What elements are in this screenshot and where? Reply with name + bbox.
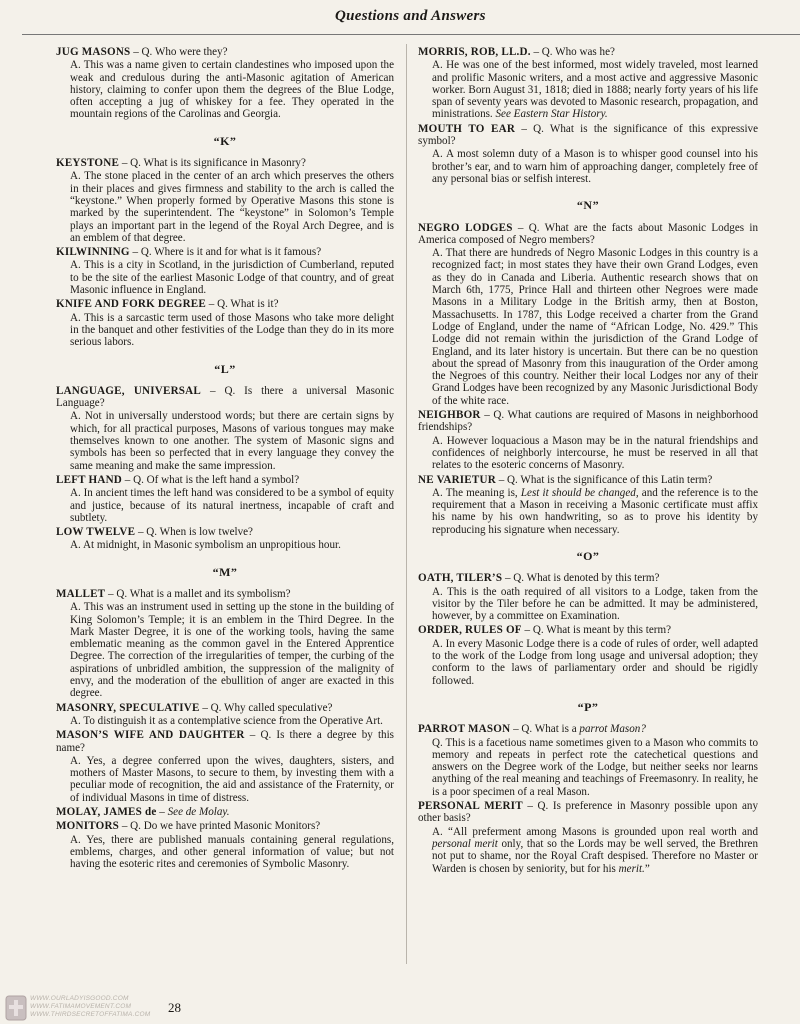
see-reference: See de Molay. <box>167 806 230 819</box>
entry-oath-tilers <box>418 572 758 622</box>
entry-question: – Q. Who were they? <box>130 46 228 58</box>
entry-question: – Q. What cautions are required of Masons in neighborhood friendships? <box>418 409 758 434</box>
question-emphasis: parrot Mason? <box>579 723 646 736</box>
entry-question: – Q. Is preference in Masonry possible upon any other basis? <box>418 800 758 825</box>
entry-question: – Q. Who was he? <box>530 46 615 58</box>
entry-answer: A. This is the oath required of all visitors to a Lodge, taken from the visitor by the Tiler before he can be admitted. It may be administered, however, by a committee on Examination. <box>432 585 758 623</box>
answer-emphasis: Lest it should be changed, <box>520 486 639 499</box>
section-heading-n: “N” <box>576 198 600 213</box>
footer-link[interactable]: WWW.OURLADYISGOOD.COM <box>30 995 129 1002</box>
entry-mallet <box>56 588 394 700</box>
footer-link[interactable]: WWW.FATIMAMOVEMENT.COM <box>30 1003 132 1010</box>
entry-term: OATH, TILER’S <box>418 572 503 585</box>
entry-question: – Q. What is a <box>510 723 580 736</box>
entry-neighbor <box>418 409 758 471</box>
answer-text: and the reference is to the requirement that a Mason in receiving a Masonic certificate must affix his name by his own handwriting, so as to prove his identity by reproducing his signature when necessary. <box>432 486 758 536</box>
entry-keystone <box>56 157 394 244</box>
entry-term: MONITORS <box>56 820 120 833</box>
entry-masonry-speculative <box>56 702 394 728</box>
page-header <box>0 0 800 36</box>
entry-mouth-to-ear <box>418 123 758 185</box>
entry-answer: A. This was a name given to certain clandestines who imposed upon the weak and credulous during the anti-Masonic agitation of American history, claiming to confer upon them the degrees of the Blue Lodge, often accepting a jug of whiskey for a fee. They operated in the mountain regions of the Carolinas and Georgia. <box>70 59 394 121</box>
entry-term: MALLET <box>56 587 106 600</box>
entry-negro-lodges <box>418 222 758 407</box>
entry-answer: A. At midnight, in Masonic symbolism an unpropitious hour. <box>70 539 341 552</box>
entry-term: PARROT MASON <box>418 723 511 736</box>
entry-question: – Q. What is a mallet and its symbolism? <box>105 587 291 600</box>
entry-term: MOUTH TO EAR <box>418 122 516 135</box>
entry-term: MASONRY, SPECULATIVE <box>56 701 200 714</box>
entry-term: MOLAY, JAMES de <box>56 806 157 819</box>
entry-term: ORDER, RULES OF <box>418 624 522 637</box>
entry-answer: A. In every Masonic Lodge there is a code of rules of order, well adapted to the work of the Lodge from long usage and universal adoption; they conform to the laws of parliamentary order and should be rigidly followed. <box>432 637 758 687</box>
entry-term: LOW TWELVE <box>56 526 136 539</box>
answer-text: A. The meaning is, <box>432 486 521 499</box>
entry-answer: A. This was an instrument used in setting up the stone in the building of King Solomon’s Temple; it is an emblem in the Third Degree. In the Mark Master Degree, it is one of the working tools, having the same emblematic meaning as the common gavel in the Entered Apprentice Degree. The correction of the irregularities of temper, the curbing of the aspirations of unbridled ambition, the suppression of the malignity of envy, and the moderation of the ebullition of anger are exacted in this degree. <box>70 601 394 700</box>
entry-question: – Q. Where is it and for what is it famous? <box>129 246 322 259</box>
entry-answer: A. Not in universally understood words; but there are certain signs by which, for all practical purposes, Masons of various tongues may make themselves known to one another. The system of Masonic signs and symbols has been so perfected that in every language they convey the same meaning and make the same impression. <box>70 410 394 472</box>
entry-term: NE VARIETUR <box>418 473 496 486</box>
entry-answer <box>418 826 758 875</box>
section-heading-m: “M” <box>212 564 238 579</box>
section-heading-k: “K” <box>213 133 237 148</box>
entry-question: – Q. Do we have printed Masonic Monitors? <box>119 820 321 833</box>
entry-question: – Q. What is meant by this term? <box>521 624 672 637</box>
left-column <box>56 46 394 873</box>
entry-question: – Q. What is it? <box>205 298 279 311</box>
entry-term: KNIFE AND FORK DEGREE <box>56 298 206 311</box>
section-heading-o: “O” <box>576 548 600 563</box>
right-column <box>418 46 758 877</box>
entry-term: NEGRO LODGES <box>418 221 513 234</box>
entry-term: LANGUAGE, UNIVERSAL <box>56 384 201 397</box>
entry-molay <box>56 806 394 818</box>
entry-answer: A. To distinguish it as a contemplative science from the Operative Art. <box>70 714 383 727</box>
answer-text: only, that so the Lords may be well served, the Brethren not put to shame, nor the Royal Craft despised. Therefore no Master or Warden is chosen by seniority, but for his <box>432 837 758 875</box>
section-heading-l: “L” <box>214 361 236 376</box>
entry-question: – <box>156 806 168 819</box>
entry-answer: A. A most solemn duty of a Mason is to whisper good counsel into his brother’s ear, and to warn him of approaching danger, completely free of any personal bias or selfish interest. <box>432 148 758 185</box>
entry-term: MASON’S WIFE AND DAUGHTER <box>56 729 245 742</box>
entry-term: NEIGHBOR <box>418 409 481 422</box>
entry-kilwinning <box>56 246 394 296</box>
entry-term: LEFT HAND <box>56 473 123 486</box>
entry-question: – Q. Why called speculative? <box>199 701 333 714</box>
entry-term: KEYSTONE <box>56 157 120 170</box>
entry-question: – Q. When is low twelve? <box>135 526 253 539</box>
entry-order-rules <box>418 624 758 686</box>
entry-answer <box>418 59 758 120</box>
entry-parrot-mason <box>418 723 758 798</box>
entry-language-universal <box>56 385 394 472</box>
answer-emphasis: merit. <box>618 862 645 875</box>
see-reference: See Eastern Star History. <box>495 108 608 121</box>
entry-question: – Q. What is its significance in Masonry? <box>119 157 306 170</box>
entry-answer: A. That there are hundreds of Negro Masonic Lodges in this country is a recognized fact; in most states they have their own Grand Lodges, even as they do in Canada and Liberia. Authentic research shows that on March 6th, 1775, Prince Hall and thirteen other Negroes were made Masons in a Military Lodge in the British army, then at Boston, Massachusetts. In 1787, this Lodge received a charter from the Grand Lodge of England, under the name of “African Lodge, No. 429.” This Lodge did not remain within the jurisdiction of the Grand Lodge of England, and its later history is uncertain. But there can be no question about the spread of Masonry from this inauguration of the Order among the Negroes of this country. Neither their local Lodges nor any of their Grand Lodges have been recognized by any Masonic Jurisdictional Body of the white race. <box>432 247 758 407</box>
entry-masons-wife <box>56 729 394 804</box>
column-divider <box>406 44 407 964</box>
entry-answer: A. Yes, there are published manuals containing general regulations, emblems, charges, and other general information of value; but not having the esoteric rites and ceremonies of Symbolic Masonry. <box>70 833 394 871</box>
entry-answer: A. This is a city in Scotland, in the jurisdiction of Cumberland, reputed to be the site of the earliest Masonic Lodge of that country, and of great Masonic influence in England. <box>70 259 394 297</box>
running-head-title: Questions and Answers <box>335 8 486 24</box>
entry-jug-masons <box>56 46 394 121</box>
entry-monitors <box>56 820 394 870</box>
entry-term: MORRIS, ROB, LL.D. <box>418 46 531 58</box>
entry-question: – Q. What is the significance of this Latin term? <box>495 473 713 486</box>
entry-low-twelve <box>56 526 394 552</box>
entry-question: – Q. Of what is the left hand a symbol? <box>122 473 300 486</box>
answer-emphasis: personal merit <box>432 837 498 850</box>
answer-text: ” <box>644 862 650 875</box>
entry-question: – Q. Is there a degree by this name? <box>56 729 394 754</box>
entry-question: – Q. What are the facts about Masonic Lodges in America composed of Negro members? <box>418 221 758 246</box>
entry-ne-varietur <box>418 474 758 536</box>
entry-question: – Q. Is there a universal Masonic Language? <box>56 384 394 410</box>
entry-answer: A. However loquacious a Mason may be in the natural friendships and confidences of neighborly intercourse, he must be reserved in all that relates to the esoteric concerns of Masonry. <box>432 434 758 472</box>
entry-answer: A. The stone placed in the center of an arch which preserves the others in their places and gives firmness and stability to the arch is called the “keystone.” When properly formed by Operative Masons this stone is marked by the superintendent. The “keystone” in Solomon’s Temple plays an important part in the legend of the Royal Arch Degree, and is an emblem of that degree. <box>70 170 394 244</box>
entry-term: KILWINNING <box>56 246 130 259</box>
entry-answer: Q. This is a facetious name sometimes given to a Mason who commits to memory and repeats in perfect rote the catechetical questions and answers on the Degree work of the Lodge, but neither seeks nor learns anything of the real meaning and teachings of Freemasonry. In reality, he is a poor specimen of a real Mason. <box>432 736 758 798</box>
page-number: 28 <box>168 1000 181 1015</box>
footer-link[interactable]: WWW.THIRDSECRETOFFATIMA.COM <box>30 1011 151 1018</box>
entry-term: JUG MASONS <box>56 46 131 58</box>
entry-left-hand <box>56 474 394 524</box>
entry-answer: A. Yes, a degree conferred upon the wives, daughters, sisters, and mothers of Master Masons, to secure to them, by investing them with a peculiar mode of recognition, the aid and assistance of the Fraternity, or of individual Masons in time of distress. <box>70 754 394 804</box>
entry-morris <box>418 46 758 121</box>
section-heading-p: “P” <box>577 699 599 714</box>
entry-question: – Q. What is denoted by this term? <box>502 572 660 585</box>
entry-question: – Q. What is the significance of this expressive symbol? <box>418 122 759 148</box>
entry-answer: A. In ancient times the left hand was considered to be a symbol of equity and justice, because of its natural inertness, incapable of craft and subtlety. <box>70 487 394 524</box>
answer-text: A. He was one of the best informed, most widely traveled, most learned and prolific Masonic writers, and a most active and aggressive Masonic worker. Born August 31, 1818; died in 1888; nearly forty years of his life span of seventy years was devoted to Masonic research, propagation, and ministrations. <box>432 59 758 121</box>
footer-watermark-links <box>30 995 150 1019</box>
header-rule <box>22 34 800 35</box>
watermark-logo-icon <box>4 994 28 1022</box>
entry-knife-and-fork <box>56 298 394 348</box>
entry-personal-merit <box>418 800 758 875</box>
entry-term: PERSONAL MERIT <box>418 800 523 813</box>
entry-answer: A. This is a sarcastic term used of those Masons who take more delight in the banquet and other festivities of the Lodge than they do in its more serious labors. <box>70 311 394 349</box>
entry-answer <box>418 487 758 536</box>
answer-text: A. “All preferment among Masons is grounded upon real worth and <box>432 825 758 838</box>
